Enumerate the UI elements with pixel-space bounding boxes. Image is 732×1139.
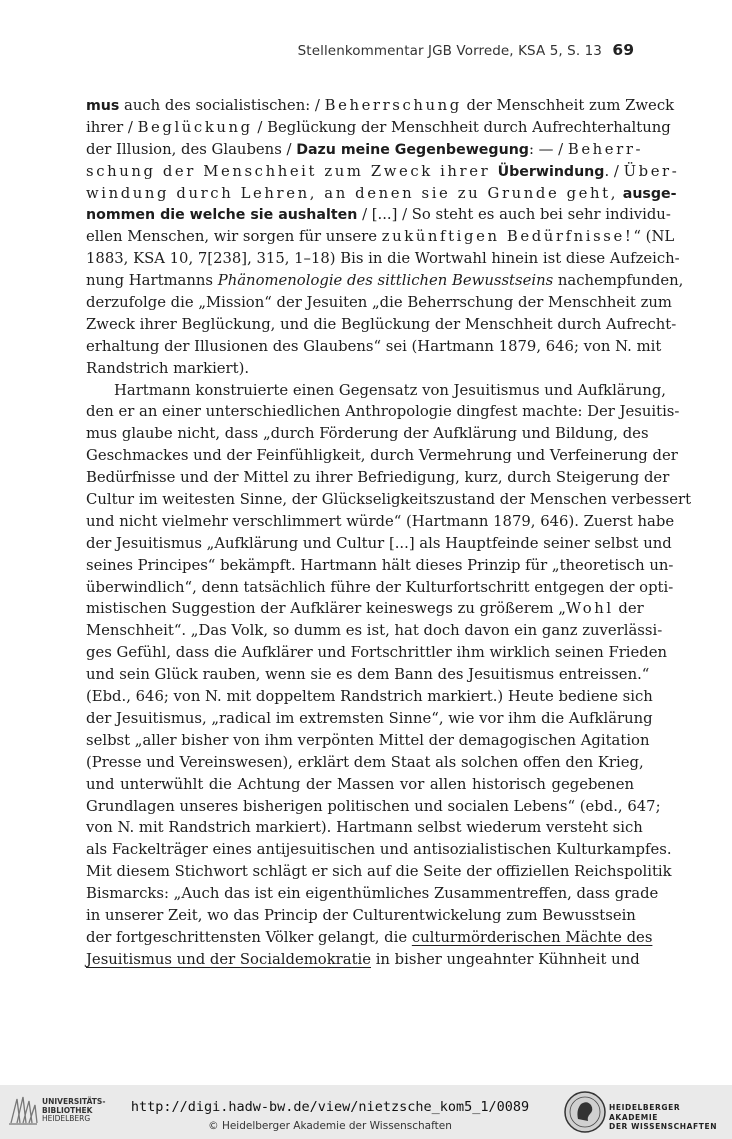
- academy-name: [609, 1103, 732, 1132]
- spaced-text: Beglückung: [137, 118, 253, 136]
- text-line: (Ebd., 646; von N. mit doppeltem Randstrich markiert.) Heute bediene sich: [86, 688, 653, 706]
- text-line: überwindlich“, denn tatsächlich führe der Kulturfortschritt entgegen der opti-: [86, 578, 674, 596]
- library-name-line: BIBLIOTHEK: [42, 1105, 93, 1115]
- bold-text: mus: [86, 98, 120, 114]
- text-line: [86, 95, 675, 117]
- text-line: von N. mit Randstrich markiert). Hartmann selbst wiederum versteht sich: [86, 819, 643, 837]
- text-line: Geschmackes und der Feinfühligkeit, durch Vermehrung und Verfeinerung der: [86, 447, 678, 465]
- text-run: auch des socialistischen: /: [119, 97, 325, 114]
- text-line: seines Principes“ bekämpft. Hartmann hält dieses Prinzip für „theoretisch un-: [86, 556, 674, 574]
- text-line: Bedürfnisse und der Mittel zu ihrer Befriedigung, kurz, durch Steigerung der: [86, 469, 670, 487]
- bold-text: nommen die welche sie aushalten: [86, 207, 358, 224]
- source-url-link[interactable]: http://digi.hadw-bw.de/view/nietzsche_kom5_1/0089: [130, 1099, 530, 1115]
- italic-book-title: Phänomenologie des sittlichen Bewusstseins: [217, 272, 554, 290]
- spaced-text: Beherr-: [567, 140, 644, 158]
- underlined-text: Jesuitismus und der Socialdemokratie: [86, 950, 371, 968]
- text-run: der Illusion, des Glaubens /: [86, 140, 297, 158]
- body-text: [86, 95, 692, 971]
- text-line: mus glaube nicht, dass „durch Förderung der Aufklärung und Bildung, des: [86, 425, 649, 443]
- text-run: . /: [604, 162, 624, 180]
- text-line: [86, 270, 684, 292]
- underlined-text: culturmörderischen Mächte des: [411, 928, 653, 946]
- bold-text: Dazu meine Gegenbewegung: [296, 141, 529, 158]
- text-line: [86, 598, 644, 620]
- page-number: 69: [612, 41, 634, 59]
- text-line: der Jesuitismus „Aufklärung und Cultur [...] als Hauptfeinde seiner selbst und: [86, 534, 672, 552]
- running-header: [86, 41, 634, 65]
- text-run: nung Hartmanns: [86, 272, 218, 290]
- text-run: nachempfunden,: [553, 272, 684, 290]
- copyright-notice: © Heidelberger Akademie der Wissenschaften: [208, 1120, 452, 1132]
- text-run: “ (NL: [633, 228, 675, 246]
- text-line: Grundlagen unseres bisherigen politischen und socialen Lebens“ (ebd., 647;: [86, 797, 661, 815]
- text-line: Randstrich markiert).: [86, 359, 250, 377]
- bold-text: Überwindung: [497, 163, 605, 180]
- text-line: Zweck ihrer Beglückung, und die Beglückung der Menschheit durch Aufrecht-: [86, 315, 677, 333]
- text-line: Cultur im weitesten Sinne, der Glückseligkeitszustand der Menschen verbessert: [86, 491, 692, 509]
- text-line: 1883, KSA 10, 7[238], 315, 1–18) Bis in die Wortwahl hinein ist diese Aufzeich-: [86, 250, 680, 268]
- paragraph-2: [86, 380, 692, 971]
- spaced-text: windung durch Lehren, an denen sie zu Grunde geht,: [86, 184, 619, 202]
- text-line: und sein Glück rauben, wenn sie es dem Bann des Jesuitismus entreissen.“: [86, 666, 650, 684]
- text-run: der Menschheit zum Zweck: [461, 97, 675, 114]
- text-run: der fortgeschrittensten Völker gelangt, die: [86, 928, 412, 946]
- text-line: derzufolge die „Mission“ der Jesuiten „die Beherrschung der Menschheit zum: [86, 294, 672, 312]
- academy-seal-icon: [563, 1090, 607, 1134]
- text-line: und nicht vielmehr verschlimmert würde“ (Hartmann 1879, 646). Zuerst habe: [86, 512, 675, 530]
- text-line: Menschheit“. „Das Volk, so dumm es ist, hat doch davon ein ganz zuverlässi-: [86, 622, 663, 640]
- text-line: Bismarcks: „Auch das ist ein eigenthümliches Zusammentreffen, dass grade: [86, 885, 659, 903]
- text-line: [86, 204, 671, 226]
- text-line: selbst „aller bisher von ihm verpönten Mittel der demagogischen Agitation: [86, 731, 650, 749]
- text-run: / [...] / So steht es auch bei sehr individu-: [357, 206, 671, 224]
- text-line: erhaltung der Illusionen des Glaubens“ sei (Hartmann 1879, 646; von N. mit: [86, 337, 662, 355]
- paragraph-1: [86, 95, 684, 380]
- text-line: (Presse und Vereinswesen), erklärt dem Staat als solchen offen den Krieg,: [86, 753, 644, 771]
- text-run: der: [613, 600, 644, 618]
- text-run: mistischen Suggestion der Aufklärer keineswegs zu größerem „: [86, 600, 566, 618]
- text-line: Hartmann konstruierte einen Gegensatz von Jesuitismus und Aufklärung,: [114, 381, 667, 399]
- text-line: [86, 161, 680, 183]
- text-run: in bisher ungeahnter Kühnheit und: [371, 950, 640, 968]
- text-line: [86, 226, 675, 248]
- text-line: Mit diesem Stichwort schlägt er sich auf die Seite der offiziellen Reichspolitik: [86, 863, 672, 881]
- text-line: und unterwühlt die Achtung der Massen vor allen historisch gegebenen: [86, 775, 634, 793]
- spaced-text: Über-: [623, 162, 680, 180]
- text-line: als Fackelträger eines antijesuitischen und antisozialistischen Kulturkampfes.: [86, 841, 672, 859]
- text-line: [86, 949, 640, 971]
- text-line: in unserer Zeit, wo das Princip der Culturentwickelung zum Bewusstsein: [86, 906, 636, 924]
- text-line: [86, 117, 671, 139]
- spaced-text: Beherrschung: [324, 97, 462, 114]
- spaced-text: Wohl: [565, 600, 614, 618]
- spaced-text: schung der Menschheit zum Zweck ihrer: [86, 162, 498, 180]
- text-run: ihrer /: [86, 118, 138, 136]
- text-line: der Jesuitismus, „radical im extremsten Sinne“, wie vor ihm die Aufklärung: [86, 709, 653, 727]
- text-run: / Beglückung der Menschheit durch Aufrechterhaltung: [252, 118, 671, 136]
- text-line: [86, 927, 653, 949]
- text-run: ellen Menschen, wir sorgen für unsere: [86, 228, 382, 246]
- academy-name-line: DER WISSENSCHAFTEN: [609, 1122, 718, 1131]
- library-name-line: UNIVERSITÄTS-: [42, 1097, 106, 1106]
- digitization-footer: [0, 1085, 732, 1139]
- text-line: [86, 139, 644, 161]
- academy-name-line: HEIDELBERGER AKADEMIE: [609, 1103, 681, 1122]
- library-name-line: HEIDELBERG: [42, 1114, 91, 1123]
- text-line: ges Gefühl, dass die Aufklärer und Fortschrittler ihm wirklich seinen Frieden: [86, 644, 668, 662]
- spaced-text: zukünftigen Bedürfnisse!: [381, 228, 634, 246]
- text-line: den er an einer unterschiedlichen Anthropologie dingfest machte: Der Jesuitis-: [86, 403, 680, 421]
- running-title: Stellenkommentar JGB Vorrede, KSA 5, S. 13: [297, 43, 602, 59]
- text-run: : — /: [528, 140, 568, 158]
- bold-text: ausge-: [622, 185, 677, 202]
- text-line: [86, 183, 677, 205]
